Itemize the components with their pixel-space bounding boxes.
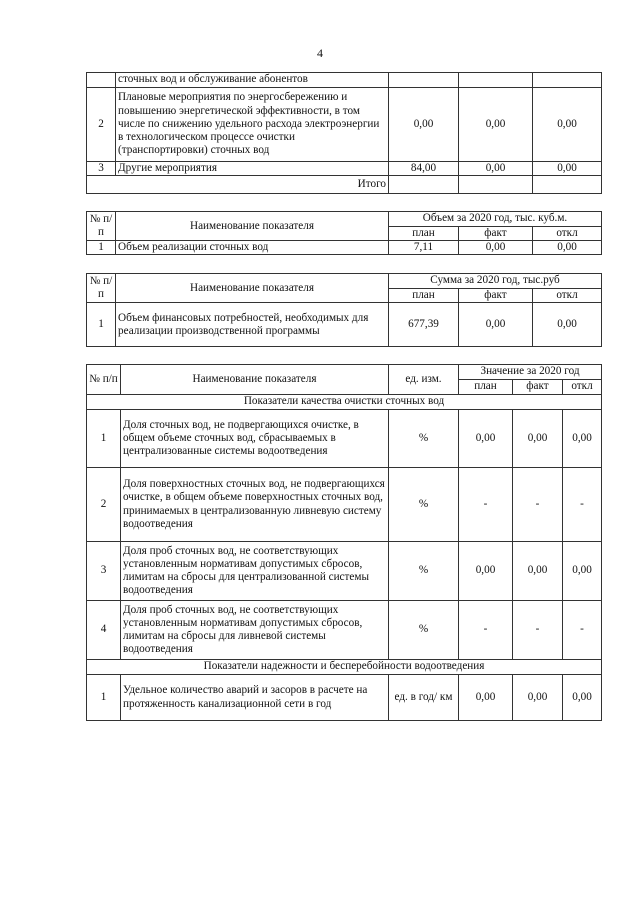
row-plan: 0,00 <box>459 542 513 601</box>
header-row <box>87 274 602 289</box>
row-name: Доля проб сточных вод, не соответствующих установленным нормативам допустимых сбросов, лимитам на сбросы для централизованной системы водоотведения <box>121 542 389 601</box>
row-otkl: - <box>563 468 602 542</box>
row-name: Доля проб сточных вод, не соответствующих установленным нормативам допустимых сбросов, лимитам на сбросы для ливневой системы водоотведения <box>121 601 389 660</box>
header-unit: ед. изм. <box>389 365 459 395</box>
row-otkl: 0,00 <box>533 162 602 176</box>
row-num: 3 <box>87 542 121 601</box>
header-row <box>87 212 602 227</box>
row-num: 1 <box>87 675 121 721</box>
row-otkl: 0,00 <box>563 410 602 468</box>
row-num: 1 <box>87 303 116 347</box>
header-plan: план <box>389 227 459 241</box>
row-name: Доля сточных вод, не подвергающихся очистке, в общем объеме сточных вод, сбрасываемых в централизованные системы водоотведения <box>121 410 389 468</box>
row-plan: 0,00 <box>459 675 513 721</box>
row-name: сточных вод и обслуживание абонентов <box>116 73 389 88</box>
row-plan: 7,11 <box>389 241 459 255</box>
header-num: № п/п <box>87 365 121 395</box>
row-plan: 84,00 <box>389 162 459 176</box>
table-row <box>87 303 602 347</box>
row-fact: - <box>513 601 563 660</box>
header-fact: факт <box>459 289 533 303</box>
row-plan: - <box>459 601 513 660</box>
header-group: Значение за 2020 год <box>459 365 602 380</box>
row-fact: 0,00 <box>513 675 563 721</box>
header-plan: план <box>389 289 459 303</box>
row-otkl: - <box>563 601 602 660</box>
table-row <box>87 468 602 542</box>
table-row <box>87 601 602 660</box>
row-unit: % <box>389 542 459 601</box>
header-num: № п/п <box>87 274 116 303</box>
table-row <box>87 162 602 176</box>
row-num: 2 <box>87 468 121 542</box>
row-otkl: 0,00 <box>563 675 602 721</box>
header-otkl: откл <box>563 380 602 395</box>
table-row <box>87 542 602 601</box>
row-name: Объем реализации сточных вод <box>116 241 389 255</box>
header-group: Объем за 2020 год, тыс. куб.м. <box>389 212 602 227</box>
volume-table <box>86 211 602 255</box>
row-fact: 0,00 <box>459 88 533 162</box>
row-otkl: 0,00 <box>533 303 602 347</box>
row-unit: % <box>389 601 459 660</box>
total-row <box>87 176 602 194</box>
table-row <box>87 73 602 88</box>
row-fact: - <box>513 468 563 542</box>
row-fact: 0,00 <box>513 542 563 601</box>
measures-table <box>86 72 602 194</box>
header-otkl: откл <box>533 289 602 303</box>
row-otkl: 0,00 <box>563 542 602 601</box>
page-number: 4 <box>317 46 323 60</box>
row-unit: % <box>389 410 459 468</box>
header-num: № п/п <box>87 212 116 241</box>
row-otkl <box>533 73 602 88</box>
row-unit: % <box>389 468 459 542</box>
section-title: Показатели качества очистки сточных вод <box>87 395 602 410</box>
row-fact: 0,00 <box>459 241 533 255</box>
row-num: 1 <box>87 241 116 255</box>
table-row <box>87 88 602 162</box>
total-label: Итого <box>87 176 389 194</box>
row-fact: 0,00 <box>459 303 533 347</box>
row-plan: 0,00 <box>389 88 459 162</box>
table-row <box>87 410 602 468</box>
row-plan: - <box>459 468 513 542</box>
row-plan: 677,39 <box>389 303 459 347</box>
header-plan: план <box>459 380 513 395</box>
header-fact: факт <box>459 227 533 241</box>
row-num: 4 <box>87 601 121 660</box>
row-num <box>87 73 116 88</box>
header-group: Сумма за 2020 год, тыс.руб <box>389 274 602 289</box>
row-fact: 0,00 <box>459 162 533 176</box>
row-name: Плановые мероприятия по энергосбережению и повышению энергетической эффективности, в том числе по снижению удельного расхода электроэнергии в технологическом процессе очистки (транспортировки) сточных вод <box>116 88 389 162</box>
row-otkl: 0,00 <box>533 88 602 162</box>
indicators-table <box>86 364 602 721</box>
header-fact: факт <box>513 380 563 395</box>
table-row <box>87 675 602 721</box>
row-fact: 0,00 <box>513 410 563 468</box>
row-fact <box>459 73 533 88</box>
section-row <box>87 395 602 410</box>
header-name: Наименование показателя <box>121 365 389 395</box>
row-plan <box>389 73 459 88</box>
row-name: Удельное количество аварий и засоров в расчете на протяженность канализационной сети в год <box>121 675 389 721</box>
section-row <box>87 660 602 675</box>
row-name: Доля поверхностных сточных вод, не подвергающихся очистке, в общем объеме поверхностных сточных вод, принимаемых в централизованную ливневую систему водоотведения <box>121 468 389 542</box>
row-unit: ед. в год/ км <box>389 675 459 721</box>
finance-table <box>86 273 602 347</box>
row-name: Объем финансовых потребностей, необходимых для реализации производственной программы <box>116 303 389 347</box>
header-otkl: откл <box>533 227 602 241</box>
row-num: 1 <box>87 410 121 468</box>
row-num: 3 <box>87 162 116 176</box>
header-name: Наименование показателя <box>116 212 389 241</box>
header-row <box>87 365 602 380</box>
section-title: Показатели надежности и бесперебойности водоотведения <box>87 660 602 675</box>
table-row <box>87 241 602 255</box>
row-num: 2 <box>87 88 116 162</box>
row-otkl: 0,00 <box>533 241 602 255</box>
row-plan: 0,00 <box>459 410 513 468</box>
row-name: Другие мероприятия <box>116 162 389 176</box>
header-name: Наименование показателя <box>116 274 389 303</box>
